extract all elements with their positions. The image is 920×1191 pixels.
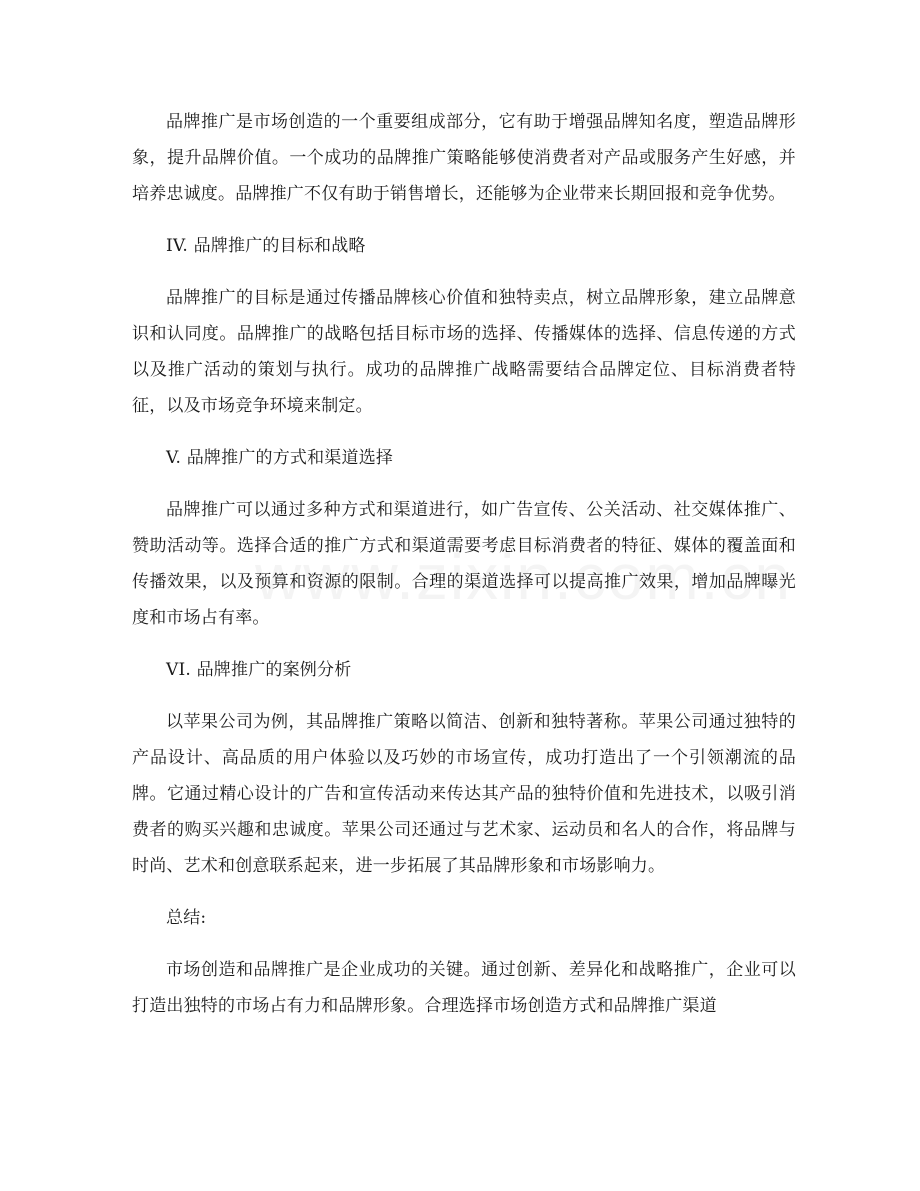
paragraph-goals-strategy: 品牌推广的目标是通过传播品牌核心价值和独特卖点，树立品牌形象，建立品牌意识和认同度。品牌推广的战略包括目标市场的选择、传播媒体的选择、信息传递的方式以及推广活动的策划与执行。成功的品牌推广战略需要结合品牌定位、目标消费者特征，以及市场竞争环境来制定。 [132,288,796,416]
section-heading-iv: IV. 品牌推广的目标和战略 [166,236,366,256]
section-heading-vi: VI. 品牌推广的案例分析 [166,660,352,680]
paragraph-summary: 市场创造和品牌推广是企业成功的关键。通过创新、差异化和战略推广，企业可以打造出独特的市场占有力和品牌形象。合理选择市场创造方式和品牌推广渠道 [132,960,796,1016]
document-body [132,104,796,1040]
paragraph-brand-promotion-intro: 品牌推广是市场创造的一个重要组成部分，它有助于增强品牌知名度，塑造品牌形象，提升品牌价值。一个成功的品牌推广策略能够使消费者对产品或服务产生好感，并培养忠诚度。品牌推广不仅有助于销售增长，还能够为企业带来长期回报和竞争优势。 [132,112,796,204]
paragraph-case-study: 以苹果公司为例，其品牌推广策略以简洁、创新和独特著称。苹果公司通过独特的产品设计、高品质的用户体验以及巧妙的市场宣传，成功打造出了一个引领潮流的品牌。它通过精心设计的广告和宣传活动来传达其产品的独特价值和先进技术，以吸引消费者的购买兴趣和忠诚度。苹果公司还通过与艺术家、运动员和名人的合作，将品牌与时尚、艺术和创意联系起来，进一步拓展了其品牌形象和市场影响力。 [132,712,796,876]
section-heading-v: V. 品牌推广的方式和渠道选择 [166,448,394,468]
summary-heading: 总结: [166,908,207,928]
paragraph-methods-channels: 品牌推广可以通过多种方式和渠道进行，如广告宣传、公关活动、社交媒体推广、赞助活动等。选择合适的推广方式和渠道需要考虑目标消费者的特征、媒体的覆盖面和传播效果，以及预算和资源的限制。合理的渠道选择可以提高推广效果，增加品牌曝光度和市场占有率。 [132,500,796,628]
